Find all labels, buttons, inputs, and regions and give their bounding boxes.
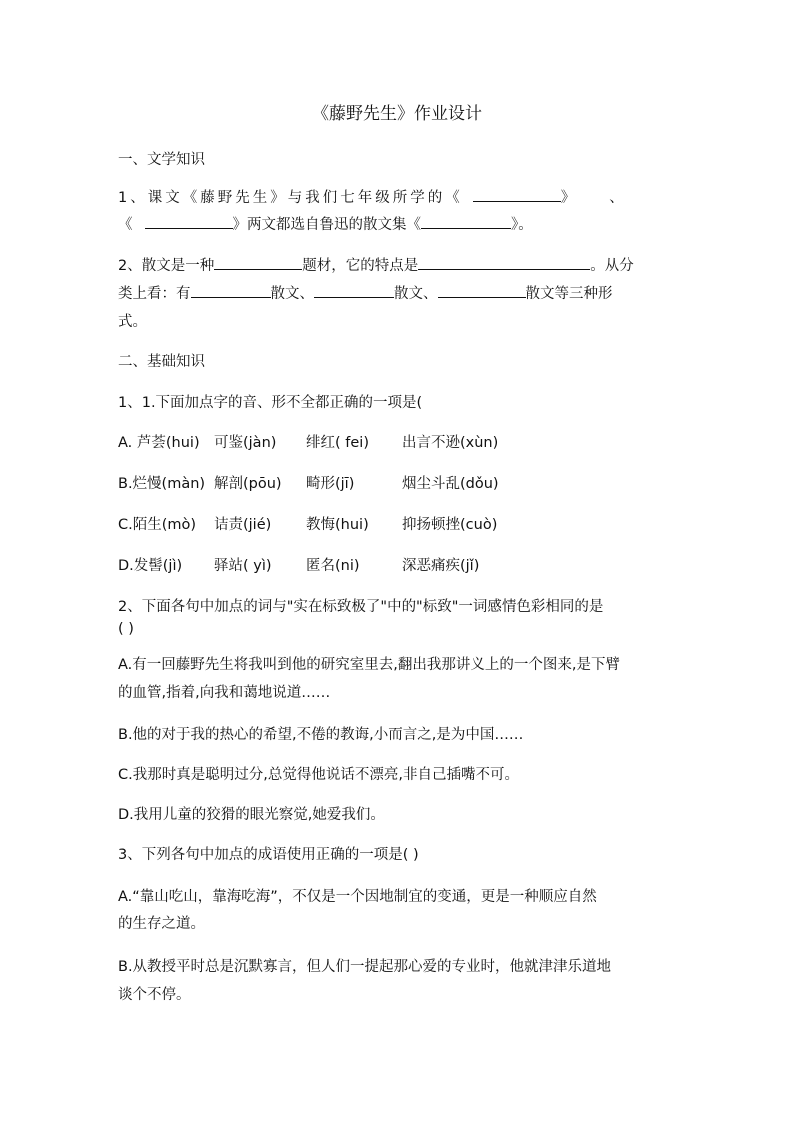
basic-q2-option-c: C.我那时真是聪明过分,总觉得他说话不漂亮,非自己插嘴不可。 bbox=[118, 767, 519, 783]
basic-q2-option-b: B.他的对于我的热心的希望,不倦的教诲,小而言之,是为中国…… bbox=[118, 727, 524, 743]
section-1-heading: 一、文学知识 bbox=[118, 152, 205, 168]
basic-q3-option-a-line2: 的生存之道。 bbox=[118, 916, 205, 932]
document-title: 《藤野先生》作业设计 bbox=[312, 104, 482, 124]
basic-q2-option-d: D.我用儿童的狡猾的眼光察觉,她爱我们。 bbox=[118, 807, 385, 823]
blank[interactable] bbox=[314, 283, 394, 299]
basic-q3-stem: 3、下列各句中加点的成语使用正确的一项是( ) bbox=[118, 847, 419, 863]
blank[interactable] bbox=[438, 283, 526, 299]
basic-q1-option-c: C.陌生(mò) 诘责(jié) 教悔(hui) 抑扬顿挫(cuò) bbox=[118, 517, 498, 533]
blank[interactable] bbox=[214, 255, 302, 271]
basic-q3-option-b-line1: B.从教授平时总是沉默寡言，但人们一提起那心爱的专业时，他就津津乐道地 bbox=[118, 959, 612, 975]
basic-q2-option-a-line2: 的血管,指着,向我和蔼地说道…… bbox=[118, 685, 331, 701]
lit-q1-line1: 1、课文《藤野先生》与我们七年级所学的《 》 、 bbox=[118, 185, 678, 211]
blank[interactable] bbox=[145, 214, 233, 230]
blank[interactable] bbox=[418, 255, 590, 271]
basic-q2-stem-line1: 2、下面各句中加点的词与"实在标致极了"中的"标致"一词感情色彩相同的是 bbox=[118, 599, 604, 615]
blank[interactable] bbox=[421, 214, 511, 230]
basic-q1-option-a: A. 芦荟(hui) 可鉴(jàn) 绯红( fei) 出言不逊(xùn) bbox=[118, 435, 499, 451]
basic-q2-stem-line2: ( ) bbox=[118, 621, 134, 637]
basic-q1-option-b: B.烂慢(màn) 解剖(pōu) 畸形(jī) 烟尘斗乱(dǒu) bbox=[118, 476, 499, 492]
basic-q2-option-a-line1: A.有一回藤野先生将我叫到他的研究室里去,翻出我那讲义上的一个图来,是下臂 bbox=[118, 657, 620, 673]
section-2-heading: 二、基础知识 bbox=[118, 354, 205, 370]
basic-q1-stem: 1、1.下面加点字的音、形不全都正确的一项是( bbox=[118, 395, 423, 411]
lit-q2-line1: 2、散文是一种 题材，它的特点是 。从分 bbox=[118, 253, 678, 279]
lit-q2-line3: 式。 bbox=[118, 314, 147, 330]
lit-q1-line2: 《 》两文都选自鲁迅的散文集《 》。 bbox=[118, 212, 678, 238]
basic-q3-option-b-line2: 谈个不停。 bbox=[118, 987, 191, 1003]
basic-q1-option-d: D.发髻(jì) 驿站( yì) 匿名(ni) 深恶痛疾(jǐ) bbox=[118, 558, 480, 574]
basic-q3-option-a-line1: A.“靠山吃山，靠海吃海”，不仅是一个因地制宜的变通，更是一种顺应自然 bbox=[118, 889, 597, 905]
lit-q2-line2: 类上看：有 散文、 散文、 散文等三种形 bbox=[118, 281, 678, 307]
blank[interactable] bbox=[191, 283, 271, 299]
blank[interactable] bbox=[473, 187, 561, 203]
